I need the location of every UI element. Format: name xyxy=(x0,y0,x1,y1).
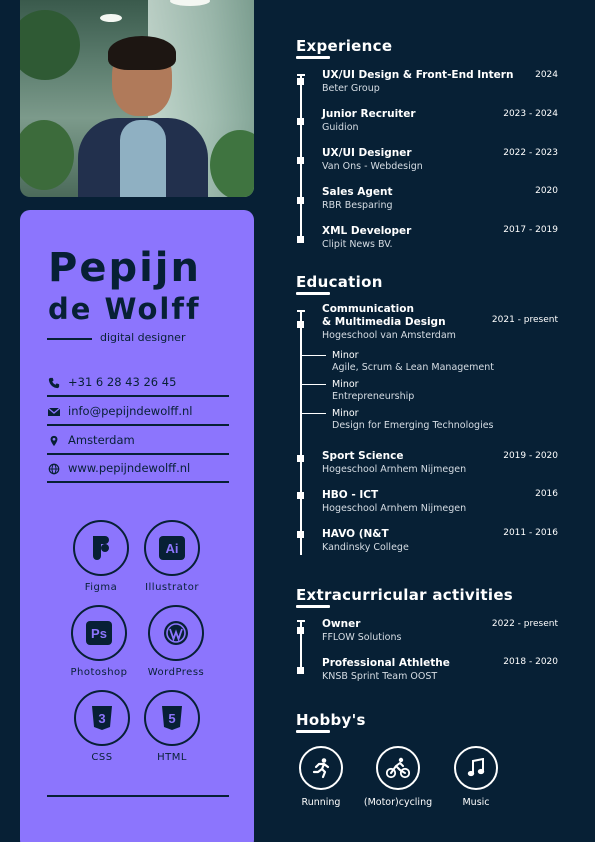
education-timeline xyxy=(300,310,302,555)
css-icon xyxy=(91,705,113,731)
job-title: XML Developer xyxy=(322,225,412,237)
hobby-label: Running xyxy=(301,797,341,808)
running-icon xyxy=(310,757,332,779)
contact-website[interactable] xyxy=(47,456,229,483)
study-title: HBO - ICT xyxy=(322,489,379,501)
photoshop-icon xyxy=(86,621,112,645)
skill-label: Photoshop xyxy=(70,667,128,678)
minor-name: Design for Emerging Technologies xyxy=(332,420,494,431)
minor-connector xyxy=(302,355,326,356)
contact-phone[interactable] xyxy=(47,370,229,397)
minor-name: Entrepreneurship xyxy=(332,391,415,402)
timeline-cap xyxy=(297,620,305,622)
study-school: Hogeschool Arnhem Nijmegen xyxy=(322,464,467,475)
skill-figma xyxy=(61,520,141,593)
phone-icon xyxy=(47,377,61,389)
hobby-running xyxy=(281,746,361,808)
timeline-dot xyxy=(297,321,304,328)
svg-text:3: 3 xyxy=(98,711,106,726)
role-divider xyxy=(47,338,92,340)
job-company: Clipit News BV. xyxy=(322,239,393,250)
skill-label: Illustrator xyxy=(145,582,199,593)
timeline-dot xyxy=(297,236,304,243)
timeline-cap xyxy=(297,74,305,76)
job-title: UX/UI Designer xyxy=(322,147,412,159)
activity-title: Owner xyxy=(322,618,361,630)
minor-label: Minor xyxy=(332,408,359,419)
activity-date: 2022 - present xyxy=(491,619,558,629)
contact-email[interactable] xyxy=(47,399,229,426)
experience-underline xyxy=(296,56,330,59)
minor-name: Agile, Scrum & Lean Management xyxy=(332,362,494,373)
timeline-dot xyxy=(297,667,304,674)
last-name: de Wolff xyxy=(48,292,201,326)
minor-label: Minor xyxy=(332,350,359,361)
timeline-dot xyxy=(297,78,304,85)
website-url: www.pepijndewolff.nl xyxy=(68,461,191,475)
study-title: HAVO (N&T xyxy=(322,528,389,540)
contact-location xyxy=(47,428,229,455)
timeline-dot xyxy=(297,197,304,204)
skill-css xyxy=(62,690,142,763)
activity-title: Professional Athlethe xyxy=(322,657,450,669)
job-company: RBR Besparing xyxy=(322,200,393,211)
extracurricular-heading: Extracurricular activities xyxy=(296,586,514,604)
education-underline xyxy=(296,292,330,295)
study-school: Hogeschool Arnhem Nijmegen xyxy=(322,503,467,514)
hobby-cycling xyxy=(358,746,438,808)
minor-label: Minor xyxy=(332,379,359,390)
minor-connector xyxy=(302,413,326,414)
skill-illustrator xyxy=(132,520,212,593)
profile-photo xyxy=(20,0,254,197)
skill-photoshop xyxy=(59,605,139,678)
timeline-dot xyxy=(297,118,304,125)
svg-text:5: 5 xyxy=(168,711,176,726)
illustrator-icon xyxy=(159,536,185,560)
job-date: 2020 xyxy=(535,186,558,196)
skill-label: Figma xyxy=(84,582,118,593)
timeline-dot xyxy=(297,531,304,538)
study-title-line2: & Multimedia Design xyxy=(322,316,446,328)
study-school: Hogeschool van Amsterdam xyxy=(322,330,456,341)
skill-label: WordPress xyxy=(147,667,205,678)
study-date: 2016 xyxy=(535,489,558,499)
skill-wordpress xyxy=(136,605,216,678)
extracurricular-underline xyxy=(296,605,330,608)
timeline-dot xyxy=(297,455,304,462)
timeline-cap xyxy=(297,310,305,312)
skill-html xyxy=(132,690,212,763)
activity-date: 2018 - 2020 xyxy=(503,657,558,667)
first-name: Pepijn xyxy=(48,245,201,291)
timeline-dot xyxy=(297,492,304,499)
study-date: 2019 - 2020 xyxy=(503,451,558,461)
hobby-label: (Motor)cycling xyxy=(363,797,433,808)
study-title-line1: Communication xyxy=(322,303,414,315)
card-divider xyxy=(47,795,229,797)
activity-org: FFLOW Solutions xyxy=(322,632,402,643)
hobbies-heading: Hobby's xyxy=(296,711,366,729)
skill-label: HTML xyxy=(157,752,187,763)
globe-icon xyxy=(47,463,61,475)
role-title: digital designer xyxy=(100,331,186,344)
timeline-dot xyxy=(297,627,304,634)
job-date: 2023 - 2024 xyxy=(503,109,558,119)
job-company: Guidion xyxy=(322,122,359,133)
email-address: info@pepijndewolff.nl xyxy=(68,404,193,418)
hobby-label: Music xyxy=(462,797,490,808)
phone-number: +31 6 28 43 26 45 xyxy=(68,375,177,389)
study-title: Sport Science xyxy=(322,450,404,462)
job-company: Beter Group xyxy=(322,83,380,94)
hobbies-underline xyxy=(296,730,330,733)
html-icon xyxy=(161,705,183,731)
job-company: Van Ons - Webdesign xyxy=(322,161,423,172)
job-date: 2024 xyxy=(535,70,558,80)
location: Amsterdam xyxy=(68,433,135,447)
job-date: 2022 - 2023 xyxy=(503,148,558,158)
study-date: 2011 - 2016 xyxy=(503,528,558,538)
job-title: Sales Agent xyxy=(322,186,393,198)
hobby-music xyxy=(436,746,516,808)
study-date: 2021 - present xyxy=(491,315,558,325)
profile-card xyxy=(20,210,254,842)
figma-icon xyxy=(92,535,110,561)
education-heading: Education xyxy=(296,273,383,291)
location-pin-icon xyxy=(47,435,61,447)
svg-text:Ps: Ps xyxy=(91,626,107,641)
job-date: 2017 - 2019 xyxy=(503,225,558,235)
timeline-dot xyxy=(297,157,304,164)
minor-connector xyxy=(302,384,326,385)
experience-heading: Experience xyxy=(296,37,393,55)
activity-org: KNSB Sprint Team OOST xyxy=(322,671,438,682)
svg-text:Ai: Ai xyxy=(165,541,179,556)
wordpress-icon xyxy=(163,620,189,646)
mail-icon xyxy=(47,406,61,418)
job-title: UX/UI Design & Front-End Intern xyxy=(322,69,514,81)
skill-label: CSS xyxy=(91,752,113,763)
cycling-icon xyxy=(386,757,410,779)
music-note-icon xyxy=(467,758,485,778)
study-school: Kandinsky College xyxy=(322,542,409,553)
job-title: Junior Recruiter xyxy=(322,108,416,120)
